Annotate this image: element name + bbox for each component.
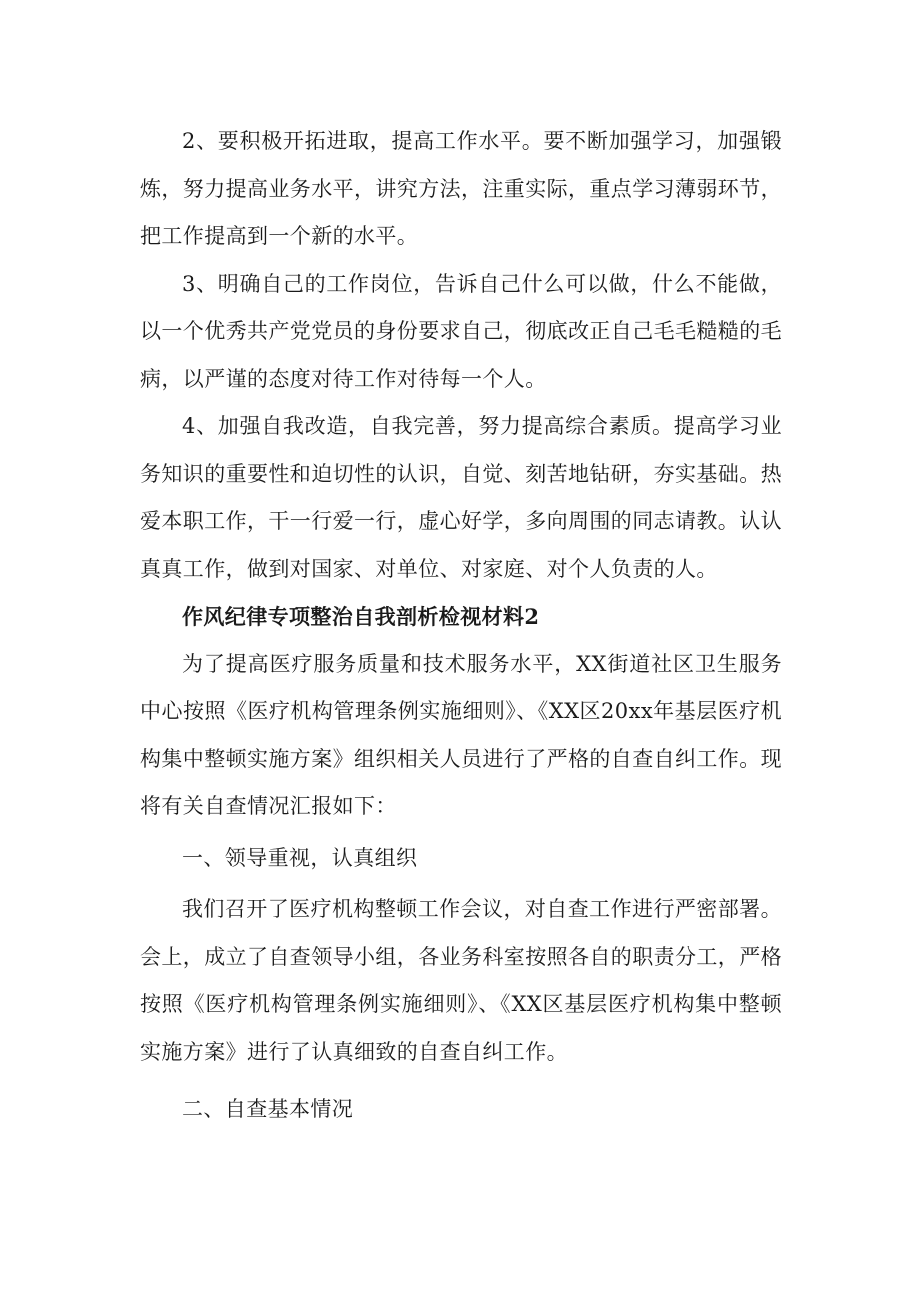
- paragraph-item-3: 3、明确自己的工作岗位，告诉自己什么可以做，什么不能做，以一个优秀共产党党员的身份要求自己，彻底改正自己毛毛糙糙的毛病，以严谨的态度对待工作对待每一个人。: [140, 271, 782, 391]
- intro-paragraph: 为了提高医疗服务质量和技术服务水平，XX街道社区卫生服务中心按照《医疗机构管理条例实施细则》、《XX区20xx年基层医疗机构集中整顿实施方案》组织相关人员进行了严格的自查自纠工作。现将有关自查情况汇报如下：: [140, 651, 782, 818]
- document-page: [140, 118, 782, 1134]
- section-heading: 作风纪律专项整治自我剖析检视材料2: [182, 604, 540, 629]
- subheading-self-inspection: 二、自查基本情况: [182, 1097, 354, 1121]
- meeting-paragraph: 我们召开了医疗机构整顿工作会议，对自查工作进行严密部署。会上，成立了自查领导小组，各业务科室按照各自的职责分工，严格按照《医疗机构管理条例实施细则》、《XX区基层医疗机构集中整顿实施方案》进行了认真细致的自查自纠工作。: [140, 897, 782, 1064]
- subheading-leadership: 一、领导重视，认真组织: [182, 845, 418, 870]
- paragraph-item-2: 2、要积极开拓进取，提高工作水平。要不断加强学习，加强锻炼，努力提高业务水平，讲究方法，注重实际，重点学习薄弱环节，把工作提高到一个新的水平。: [140, 129, 782, 248]
- paragraph-item-4: 4、加强自我改造，自我完善，努力提高综合素质。提高学习业务知识的重要性和迫切性的认识，自觉、刻苦地钻研，夯实基础。热爱本职工作，干一行爱一行，虚心好学，多向周围的同志请教。认认真真工作，做到对国家、对单位、对家庭、对个人负责的人。: [140, 414, 782, 581]
